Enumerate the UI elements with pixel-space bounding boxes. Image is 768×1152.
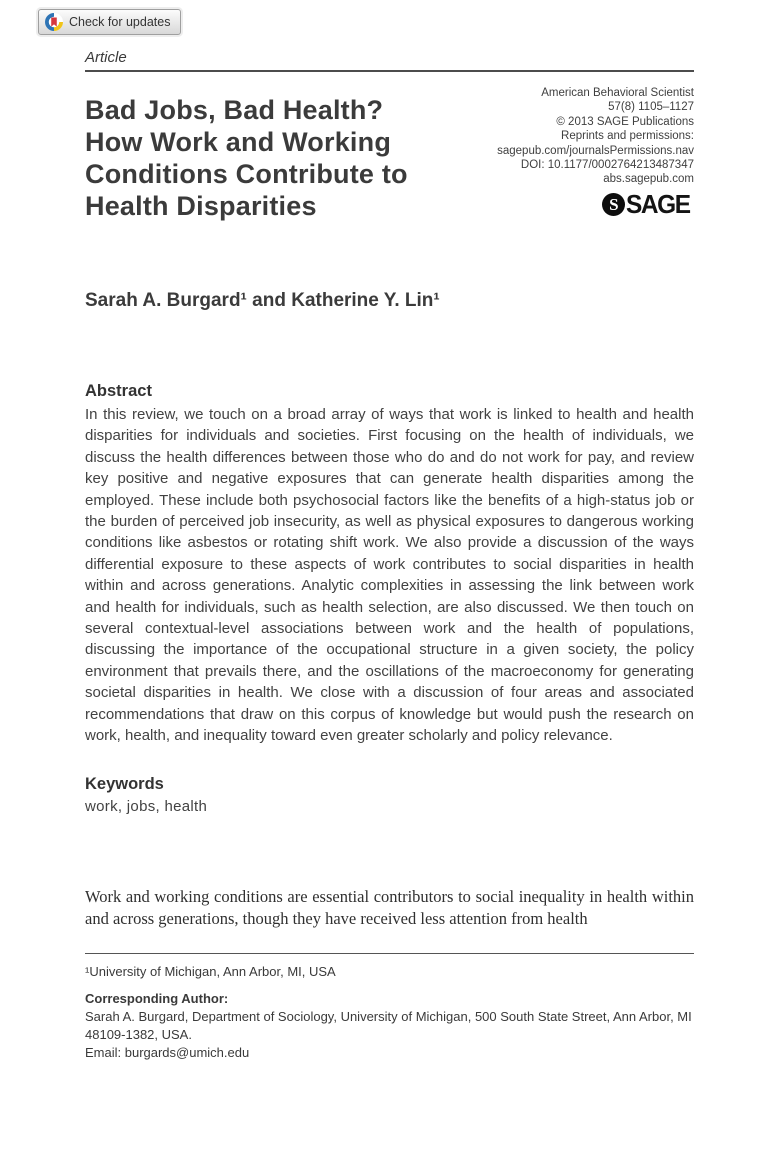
corresponding-author-address: Sarah A. Burgard, Department of Sociology, University of Michigan, 500 South State Street, Ann Arbor, MI 48109-1382, USA. — [85, 1009, 692, 1042]
title-line: Conditions Contribute to — [85, 159, 408, 189]
title-line: How Work and Working — [85, 127, 392, 157]
sage-wordmark: SAGE — [626, 189, 690, 220]
abstract-heading: Abstract — [85, 382, 152, 400]
body-paragraph: Work and working conditions are essential contributors to social inequality in health within and across generations, though they have received less attention from health — [85, 887, 694, 928]
keywords-list: work, jobs, health — [85, 798, 208, 815]
keywords-heading: Keywords — [85, 775, 164, 793]
journal-name: American Behavioral Scientist — [541, 87, 694, 99]
abstract-section — [85, 382, 694, 747]
check-for-updates-label: Check for updates — [69, 15, 171, 29]
sage-circle-s-icon: S — [602, 193, 625, 216]
authors-line: Sarah A. Burgard¹ and Katherine Y. Lin¹ — [85, 290, 440, 311]
journal-url: abs.sagepub.com — [603, 173, 694, 186]
doi-line: DOI: 10.1177/0002764213487347 — [520, 159, 694, 172]
article-type-label: Article — [85, 49, 127, 66]
sage-logo — [497, 189, 694, 220]
keywords-section — [85, 775, 694, 817]
reprints-line: Reprints and permissions: — [561, 130, 694, 143]
copyright-line: © 2013 SAGE Publications — [556, 115, 694, 128]
abstract-text: In this review, we touch on a broad array of ways that work is linked to health and health disparities for individuals and societies. First focusing on the health of individuals, we discuss the health differences between those who do and do not work for pay, and review key positive and negative exposures that can generate health disparities among the employed. These include both psychosocial factors like the benefits of a high-status job or the burden of perceived job insecurity, as well as physical exposures to dangerous working conditions like asbestos or rotating shift work. We also provide a discussion of the ways differential exposure to these aspects of work contributes to social disparities in health within and across generations. Analytic complexities in assessing the link between work and health for individuals, such as health selection, are also discussed. We then touch on several contextual-level associations between work and the health of populations, discussing the importance of the occupational structure in a given society, the policy environment that prevails there, and the oscillations of the macroeconomy for generating societal disparities in health. We close with a discussion of four areas and associated recommendations that draw on this corpus of knowledge but would push the research on work, health, and inequality toward even greater scholarly and policy relevance. — [85, 406, 694, 745]
corresponding-author-heading: Corresponding Author: — [85, 991, 229, 1006]
corresponding-author-email: Email: burgards@umich.edu — [85, 1045, 250, 1060]
header-divider — [85, 70, 694, 72]
title-line: Health Disparities — [85, 191, 317, 221]
footnote-area — [85, 953, 694, 1062]
crossmark-icon — [45, 13, 63, 31]
check-for-updates-badge[interactable] — [38, 9, 181, 35]
journal-metadata-block — [497, 86, 694, 220]
title-line: Bad Jobs, Bad Health? — [85, 95, 384, 125]
permissions-url: sagepub.com/journalsPermissions.nav — [497, 144, 694, 157]
volume-issue-pages: 57(8) 1105–1127 — [608, 101, 694, 114]
affiliation-footnote: ¹University of Michigan, Ann Arbor, MI, USA — [85, 964, 336, 979]
page-title — [85, 94, 515, 222]
